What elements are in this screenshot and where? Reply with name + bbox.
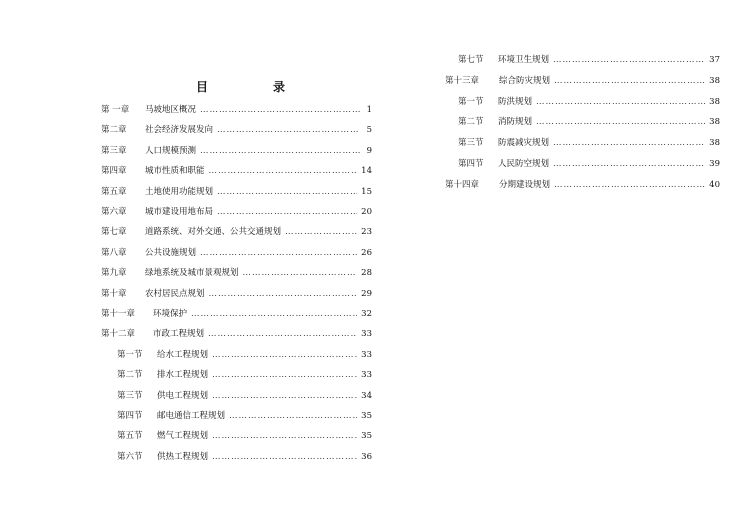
toc-leader-dots [191, 307, 357, 321]
toc-entry[interactable] [101, 246, 372, 260]
toc-entry-label: 第一节 [458, 96, 484, 107]
toc-entry-label: 第三节 [117, 390, 143, 401]
toc-entry-label: 第三章 [101, 145, 127, 156]
toc-entry-page: 26 [361, 247, 372, 258]
toc-leader-dots [208, 327, 357, 341]
toc-leader-dots [212, 429, 357, 443]
toc-entry-title: 土地使用功能规划 [145, 186, 214, 197]
toc-title-char-2: 录 [272, 80, 286, 94]
toc-leader-dots [200, 246, 357, 260]
toc-entry-page: 14 [361, 166, 372, 177]
toc-entry-label: 第六章 [101, 207, 127, 217]
toc-entry-title: 人口规模预测 [145, 145, 197, 156]
toc-entry-title: 综合防灾规划 [499, 75, 551, 86]
toc-entry-page: 9 [366, 145, 372, 156]
toc-leader-dots [243, 266, 358, 280]
toc-entry[interactable] [458, 157, 720, 171]
toc-title [196, 78, 286, 95]
toc-entry[interactable] [117, 409, 372, 423]
toc-entry[interactable] [101, 266, 372, 280]
toc-entry-page: 38 [709, 138, 720, 149]
toc-entry[interactable] [117, 348, 372, 362]
toc-entry-page: 35 [361, 431, 372, 442]
toc-entry-page: 38 [709, 117, 720, 128]
toc-entry-label: 第十一章 [101, 309, 136, 319]
toc-entry-label: 第八章 [101, 247, 127, 258]
toc-entry-title: 市政工程规划 [153, 329, 205, 340]
toc-entry[interactable] [445, 74, 720, 88]
toc-entry-label: 第四章 [101, 166, 127, 177]
toc-entry-title: 排水工程规划 [157, 370, 209, 381]
toc-leader-dots [200, 103, 360, 117]
toc-entry[interactable] [101, 164, 372, 178]
toc-entry-page: 40 [709, 179, 720, 190]
toc-entry[interactable] [117, 429, 372, 443]
right-page [375, 0, 750, 528]
toc-entry-page: 15 [361, 186, 372, 197]
toc-leader-dots [536, 95, 705, 109]
toc-leader-dots [217, 185, 357, 199]
toc-entry-label: 第四节 [117, 411, 143, 421]
toc-entry-title: 马坡地区概况 [145, 105, 197, 115]
toc-entry-page: 35 [361, 411, 372, 421]
toc-entry-label: 第二节 [117, 370, 143, 381]
toc-entry-title: 环境卫生规划 [498, 55, 550, 65]
toc-entry-page: 39 [709, 159, 720, 169]
toc-leader-dots [217, 205, 357, 219]
toc-entry[interactable] [101, 307, 372, 321]
toc-entry-title: 人民防空规划 [498, 159, 550, 169]
toc-entry-page: 34 [361, 390, 372, 401]
toc-entry-label: 第九章 [101, 268, 127, 279]
toc-entry-title: 公共设施规划 [145, 247, 197, 258]
toc-entry[interactable] [117, 368, 372, 382]
toc-entry-label: 第五章 [101, 186, 127, 197]
toc-entry[interactable] [458, 136, 720, 150]
toc-entry[interactable] [117, 450, 372, 464]
toc-entry-page: 33 [361, 329, 372, 340]
toc-leader-dots [536, 115, 705, 129]
toc-entry-label: 第二章 [101, 125, 127, 136]
toc-leader-dots [212, 450, 357, 464]
toc-leader-dots [553, 157, 705, 171]
toc-entry-label: 第三节 [458, 138, 484, 149]
toc-entry[interactable] [101, 103, 372, 117]
toc-title-char-1: 目 [196, 80, 210, 94]
toc-entry-label: 第五节 [117, 431, 143, 442]
toc-entry-page: 20 [361, 207, 372, 217]
toc-entry[interactable] [458, 53, 720, 67]
toc-entry-title: 防洪规划 [498, 96, 533, 107]
toc-entry-label: 第七节 [458, 55, 484, 65]
toc-leader-dots [553, 53, 705, 67]
toc-entry-label: 第一节 [117, 349, 143, 360]
toc-entry-label: 第十四章 [445, 179, 480, 190]
toc-entry[interactable] [117, 389, 372, 403]
toc-entry-page: 29 [361, 288, 372, 299]
toc-entry-label: 第七章 [101, 227, 127, 238]
toc-entry-page: 23 [361, 227, 372, 238]
toc-entry-page: 1 [366, 105, 372, 115]
toc-leader-dots [554, 178, 705, 192]
toc-entry[interactable] [101, 123, 372, 137]
toc-entry[interactable] [458, 95, 720, 109]
toc-leader-dots [229, 409, 357, 423]
toc-entry[interactable] [101, 205, 372, 219]
toc-leader-dots [212, 389, 357, 403]
toc-entry-page: 33 [361, 349, 372, 360]
toc-entry-page: 37 [709, 55, 720, 65]
toc-leader-dots [217, 123, 360, 137]
toc-entry-page: 32 [361, 309, 372, 319]
toc-entry-label: 第十章 [101, 288, 127, 299]
toc-entry[interactable] [101, 185, 372, 199]
toc-entry-title: 道路系统、对外交通、公共交通规划 [145, 227, 282, 238]
toc-leader-dots [285, 225, 357, 239]
toc-entry-page: 38 [709, 96, 720, 107]
toc-leader-dots [209, 164, 358, 178]
toc-entry-title: 城市性质和职能 [145, 166, 205, 177]
toc-entry-title: 农村居民点规划 [145, 288, 205, 299]
toc-entry-page: 38 [709, 75, 720, 86]
toc-entry-title: 消防规划 [498, 117, 533, 128]
toc-entry-page: 28 [361, 268, 372, 279]
toc-entry-label: 第十三章 [445, 75, 480, 86]
toc-entry[interactable] [101, 327, 372, 341]
toc-entry-page: 36 [361, 451, 372, 462]
toc-leader-dots [209, 287, 358, 301]
toc-entry[interactable] [101, 225, 372, 239]
toc-entry-label: 第二节 [458, 117, 484, 128]
toc-entry[interactable] [101, 144, 372, 158]
toc-leader-dots [554, 74, 705, 88]
toc-entry-title: 分期建设规划 [499, 179, 551, 190]
toc-entry-title: 邮电通信工程规划 [157, 411, 226, 421]
toc-leader-dots [200, 144, 360, 158]
toc-entry[interactable] [458, 115, 720, 129]
toc-entry[interactable] [101, 287, 372, 301]
toc-entry-title: 绿地系统及城市景观规划 [145, 268, 239, 279]
toc-entry-title: 给水工程规划 [157, 349, 209, 360]
toc-entry[interactable] [445, 178, 720, 192]
toc-entry-label: 第六节 [117, 451, 143, 462]
toc-entry-title: 环境保护 [153, 309, 188, 319]
toc-leader-dots [553, 136, 705, 150]
toc-leader-dots [212, 368, 357, 382]
toc-entry-page: 5 [366, 125, 372, 136]
toc-entry-title: 社会经济发展发向 [145, 125, 214, 136]
toc-leader-dots [212, 348, 357, 362]
toc-entry-title: 燃气工程规划 [157, 431, 209, 442]
toc-entry-label: 第十二章 [101, 329, 136, 340]
toc-entry-title: 城市建设用地布局 [145, 207, 214, 217]
toc-entry-label: 第 一章 [101, 105, 130, 115]
toc-entry-title: 供热工程规划 [157, 451, 209, 462]
toc-entry-title: 供电工程规划 [157, 390, 209, 401]
toc-entry-title: 防震减灾规划 [498, 138, 550, 149]
toc-entry-page: 33 [361, 370, 372, 381]
toc-entry-label: 第四节 [458, 159, 484, 169]
